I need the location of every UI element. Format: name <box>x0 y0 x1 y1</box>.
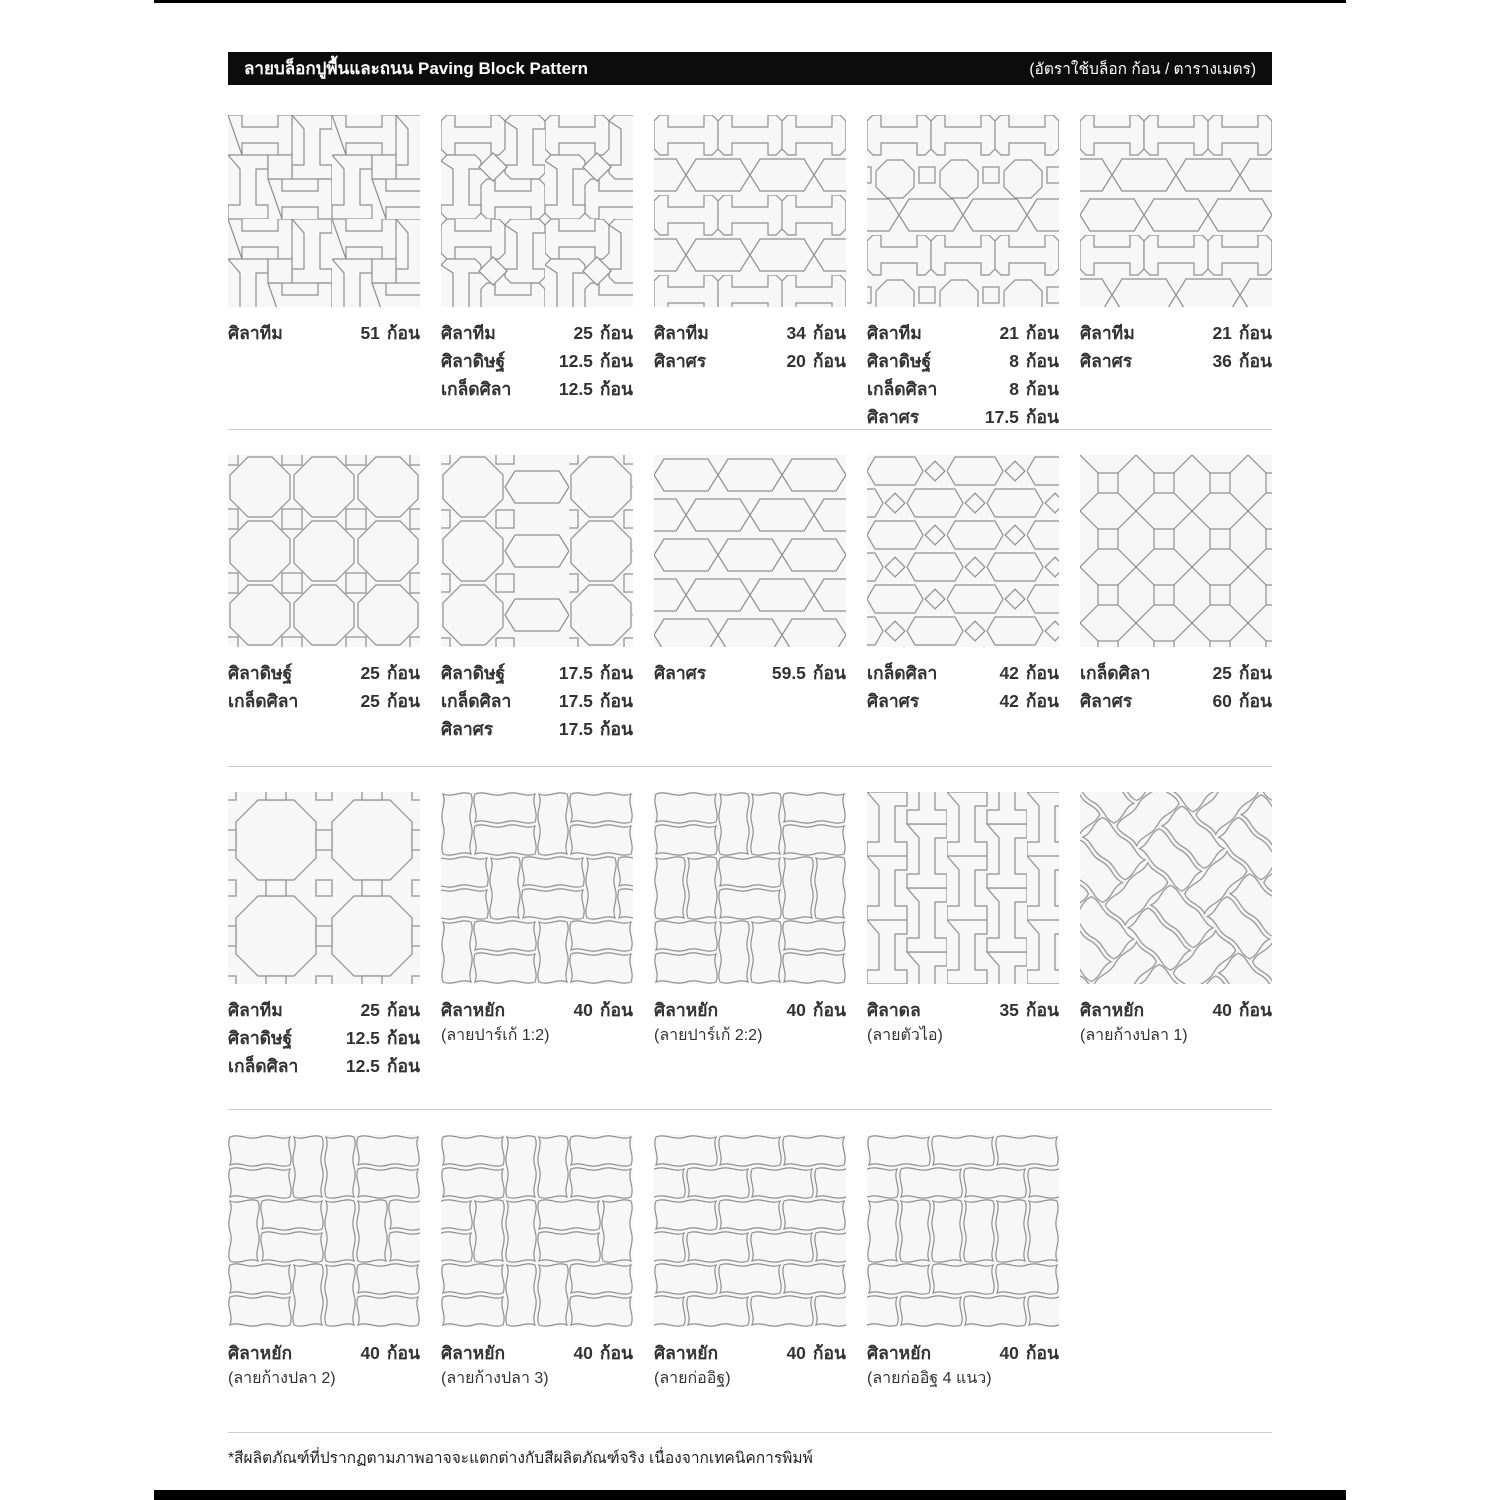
header-bar <box>228 52 1272 85</box>
pattern-card <box>654 1135 846 1391</box>
block-usage-line <box>867 659 1059 687</box>
pattern-fill <box>441 1135 633 1327</box>
block-name: ศิลาทีม <box>654 323 709 343</box>
block-name: เกล็ดศิลา <box>1080 663 1151 683</box>
block-name: ศิลาทีม <box>228 1000 283 1020</box>
qty-unit: ก้อน <box>1025 407 1059 427</box>
pattern-card <box>228 792 420 1080</box>
pattern-variant-label: (ลายก้างปลา 2) <box>228 1370 336 1387</box>
block-qty <box>559 687 633 715</box>
pattern-labels <box>228 1339 420 1391</box>
block-name: เกล็ดศิลา <box>441 691 512 711</box>
qty-unit: ก้อน <box>1238 663 1272 683</box>
qty-unit: ก้อน <box>1238 691 1272 711</box>
qty-number: 17.5 <box>558 663 593 683</box>
qty-unit: ก้อน <box>386 663 420 683</box>
qty-number: 21 <box>1212 323 1232 343</box>
pattern-fill <box>441 792 633 984</box>
block-usage-line <box>1080 996 1272 1024</box>
block-name: ศิลาหยัก <box>228 1343 293 1363</box>
paving-pattern-swatch <box>654 115 846 307</box>
block-name: ศิลาทีม <box>228 323 283 343</box>
top-border-rule <box>154 0 1346 3</box>
pattern-fill <box>867 1135 1059 1327</box>
block-qty <box>360 659 420 687</box>
block-name: ศิลาดิษฐ์ <box>228 663 293 683</box>
block-qty <box>360 1339 420 1367</box>
block-qty <box>346 1024 420 1052</box>
pattern-fill <box>654 1135 846 1327</box>
block-usage-line <box>867 319 1059 347</box>
paving-pattern-swatch <box>867 115 1059 307</box>
block-qty <box>1212 687 1272 715</box>
block-usage-line <box>441 687 633 715</box>
block-usage-line <box>441 996 633 1024</box>
pattern-card <box>867 792 1059 1080</box>
block-qty <box>573 1339 633 1367</box>
pattern-card <box>1080 792 1272 1080</box>
qty-number: 25 <box>360 1000 380 1020</box>
block-qty <box>1212 319 1272 347</box>
qty-unit: ก้อน <box>1238 1000 1272 1020</box>
block-name: ศิลาศร <box>867 407 920 427</box>
block-qty <box>360 996 420 1024</box>
block-qty <box>786 319 846 347</box>
qty-number: 17.5 <box>558 691 593 711</box>
qty-number: 60 <box>1212 691 1232 711</box>
usage-rate-note: (อัตราใช้บล็อก ก้อน / ตารางเมตร) <box>1029 61 1256 78</box>
block-qty <box>360 319 420 347</box>
block-name: ศิลาดิษฐ์ <box>441 351 506 371</box>
pattern-card <box>654 455 846 743</box>
block-usage-line <box>228 659 420 687</box>
qty-unit: ก้อน <box>1025 663 1059 683</box>
qty-number: 42 <box>999 691 1019 711</box>
pattern-card <box>228 115 420 431</box>
block-usage-line <box>867 687 1059 715</box>
pattern-fill <box>441 115 633 307</box>
paving-pattern-swatch <box>228 115 420 307</box>
qty-number: 12.5 <box>558 379 593 399</box>
pattern-labels <box>1080 996 1272 1048</box>
bottom-border-rule <box>154 1490 1346 1500</box>
block-qty <box>999 319 1059 347</box>
qty-unit: ก้อน <box>812 663 846 683</box>
block-qty <box>573 319 633 347</box>
qty-unit: ก้อน <box>599 719 633 739</box>
pattern-labels <box>867 996 1059 1048</box>
pattern-card <box>441 455 633 743</box>
qty-unit: ก้อน <box>386 1000 420 1020</box>
block-qty <box>360 687 420 715</box>
paving-pattern-swatch <box>441 1135 633 1327</box>
paving-pattern-swatch <box>867 1135 1059 1327</box>
qty-number: 12.5 <box>558 351 593 371</box>
pattern-card <box>1080 115 1272 431</box>
qty-number: 25 <box>573 323 593 343</box>
qty-unit: ก้อน <box>1025 691 1059 711</box>
row-separator <box>228 766 1272 767</box>
block-qty <box>573 996 633 1024</box>
pattern-variant-label: (ลายก่ออิฐ) <box>654 1370 731 1387</box>
qty-unit: ก้อน <box>386 1028 420 1048</box>
paving-pattern-swatch <box>441 792 633 984</box>
pattern-fill <box>228 1135 420 1327</box>
paving-pattern-swatch <box>1080 792 1272 984</box>
pattern-variant-label: (ลายปาร์เก้ 2:2) <box>654 1027 763 1044</box>
pattern-card <box>654 115 846 431</box>
pattern-card <box>441 792 633 1080</box>
pattern-labels <box>1080 659 1272 715</box>
qty-unit: ก้อน <box>599 1343 633 1363</box>
block-qty <box>1212 996 1272 1024</box>
pattern-card <box>228 1135 420 1391</box>
qty-unit: ก้อน <box>812 323 846 343</box>
pattern-labels <box>654 659 846 687</box>
block-name: เกล็ดศิลา <box>228 1056 299 1076</box>
qty-unit: ก้อน <box>1238 351 1272 371</box>
pattern-fill <box>654 455 846 647</box>
qty-unit: ก้อน <box>1025 1000 1059 1020</box>
block-name: ศิลาทีม <box>441 323 496 343</box>
block-name: เกล็ดศิลา <box>867 663 938 683</box>
block-name: ศิลาศร <box>1080 351 1133 371</box>
qty-number: 40 <box>786 1000 806 1020</box>
block-usage-line <box>654 319 846 347</box>
block-qty <box>1009 347 1059 375</box>
qty-number: 36 <box>1212 351 1232 371</box>
paving-pattern-swatch <box>1080 455 1272 647</box>
pattern-fill <box>228 455 420 647</box>
qty-unit: ก้อน <box>386 1343 420 1363</box>
paving-pattern-swatch <box>228 1135 420 1327</box>
paving-pattern-swatch <box>441 455 633 647</box>
block-qty <box>559 375 633 403</box>
paving-pattern-swatch <box>867 455 1059 647</box>
block-usage-line <box>1080 347 1272 375</box>
pattern-variant-label: (ลายก้างปลา 3) <box>441 1370 549 1387</box>
qty-unit: ก้อน <box>1025 1343 1059 1363</box>
paving-pattern-swatch <box>867 792 1059 984</box>
paving-pattern-swatch <box>1080 115 1272 307</box>
block-name: ศิลาดิษฐ์ <box>867 351 932 371</box>
qty-unit: ก้อน <box>599 663 633 683</box>
block-usage-line <box>867 1339 1059 1367</box>
pattern-fill <box>1080 792 1272 984</box>
block-usage-line <box>228 687 420 715</box>
block-qty <box>999 1339 1059 1367</box>
qty-unit: ก้อน <box>1025 323 1059 343</box>
block-usage-line <box>1080 319 1272 347</box>
block-name: ศิลาทีม <box>867 323 922 343</box>
pattern-labels <box>228 319 420 347</box>
block-usage-line <box>654 659 846 687</box>
pattern-labels <box>441 319 633 403</box>
qty-number: 51 <box>360 323 380 343</box>
block-qty <box>1212 659 1272 687</box>
pattern-variant-label: (ลายก้างปลา 1) <box>1080 1027 1188 1044</box>
paving-pattern-swatch <box>228 792 420 984</box>
pattern-labels <box>654 319 846 375</box>
pattern-labels <box>441 659 633 743</box>
qty-unit: ก้อน <box>1025 379 1059 399</box>
qty-number: 40 <box>1212 1000 1232 1020</box>
paving-pattern-swatch <box>441 115 633 307</box>
pattern-card <box>441 115 633 431</box>
block-qty <box>559 715 633 743</box>
block-name: ศิลาหยัก <box>654 1343 719 1363</box>
qty-unit: ก้อน <box>812 1343 846 1363</box>
pattern-labels <box>1080 319 1272 375</box>
block-usage-line <box>228 1339 420 1367</box>
block-usage-line <box>867 403 1059 431</box>
qty-number: 40 <box>999 1343 1019 1363</box>
block-usage-line <box>654 347 846 375</box>
pattern-labels <box>228 659 420 715</box>
qty-unit: ก้อน <box>599 1000 633 1020</box>
block-name: เกล็ดศิลา <box>867 379 938 399</box>
qty-number: 8 <box>1009 379 1019 399</box>
block-name: ศิลาศร <box>654 351 707 371</box>
pattern-card <box>441 1135 633 1391</box>
qty-number: 35 <box>999 1000 1019 1020</box>
block-name: ศิลาหยัก <box>1080 1000 1145 1020</box>
pattern-card <box>1080 455 1272 743</box>
pattern-row-4 <box>228 1135 1272 1391</box>
pattern-fill <box>867 455 1059 647</box>
block-name: ศิลาหยัก <box>441 1000 506 1020</box>
qty-unit: ก้อน <box>1238 323 1272 343</box>
pattern-fill <box>867 115 1059 307</box>
row-separator <box>228 1109 1272 1110</box>
pattern-labels <box>441 996 633 1048</box>
block-usage-line <box>867 347 1059 375</box>
pattern-card <box>867 455 1059 743</box>
block-name: ศิลาหยัก <box>867 1343 932 1363</box>
block-qty <box>999 659 1059 687</box>
pattern-labels <box>441 1339 633 1391</box>
qty-unit: ก้อน <box>386 691 420 711</box>
pattern-labels <box>867 319 1059 431</box>
pattern-fill <box>1080 455 1272 647</box>
block-qty <box>786 996 846 1024</box>
paving-pattern-swatch <box>654 792 846 984</box>
block-qty <box>772 659 846 687</box>
block-qty <box>559 347 633 375</box>
block-usage-line <box>228 996 420 1024</box>
block-name: ศิลาดิษฐ์ <box>441 663 506 683</box>
block-qty <box>346 1052 420 1080</box>
block-usage-line <box>441 715 633 743</box>
block-name: ศิลาดิษฐ์ <box>228 1028 293 1048</box>
block-qty <box>1212 347 1272 375</box>
pattern-labels <box>867 659 1059 715</box>
block-qty <box>999 687 1059 715</box>
qty-number: 12.5 <box>345 1028 380 1048</box>
block-usage-line <box>228 1052 420 1080</box>
pattern-row-1 <box>228 115 1272 431</box>
block-usage-line <box>1080 659 1272 687</box>
block-usage-line <box>1080 687 1272 715</box>
block-usage-line <box>441 347 633 375</box>
pattern-card <box>867 1135 1059 1391</box>
qty-unit: ก้อน <box>599 323 633 343</box>
qty-number: 25 <box>360 691 380 711</box>
qty-number: 59.5 <box>771 663 806 683</box>
block-usage-line <box>867 996 1059 1024</box>
page-title: ลายบล็อกปูพื้นและถนน Paving Block Pattern <box>244 59 589 78</box>
qty-number: 25 <box>1212 663 1232 683</box>
block-usage-line <box>441 375 633 403</box>
qty-number: 40 <box>786 1343 806 1363</box>
row-separator <box>228 429 1272 430</box>
qty-unit: ก้อน <box>599 691 633 711</box>
pattern-card <box>867 115 1059 431</box>
block-qty <box>786 347 846 375</box>
block-name: ศิลาดล <box>867 1000 921 1020</box>
block-qty <box>985 403 1059 431</box>
block-name: ศิลาศร <box>1080 691 1133 711</box>
block-qty <box>559 659 633 687</box>
qty-number: 40 <box>573 1343 593 1363</box>
block-qty <box>1009 375 1059 403</box>
pattern-labels <box>654 1339 846 1391</box>
pattern-fill <box>441 455 633 647</box>
pattern-variant-label: (ลายตัวไอ) <box>867 1027 943 1044</box>
qty-number: 40 <box>573 1000 593 1020</box>
pattern-fill <box>867 792 1059 984</box>
block-name: เกล็ดศิลา <box>228 691 299 711</box>
qty-number: 17.5 <box>984 407 1019 427</box>
block-usage-line <box>441 319 633 347</box>
block-name: ศิลาหยัก <box>654 1000 719 1020</box>
pattern-card <box>228 455 420 743</box>
paving-pattern-swatch <box>228 455 420 647</box>
block-name: ศิลาศร <box>441 719 494 739</box>
qty-unit: ก้อน <box>599 379 633 399</box>
pattern-variant-label: (ลายก่ออิฐ 4 แนว) <box>867 1370 992 1387</box>
paving-pattern-swatch <box>654 1135 846 1327</box>
pattern-fill <box>1080 115 1272 307</box>
pattern-row-3 <box>228 792 1272 1080</box>
block-usage-line <box>441 659 633 687</box>
block-name: ศิลาทีม <box>1080 323 1135 343</box>
block-usage-line <box>228 1024 420 1052</box>
pattern-fill <box>654 792 846 984</box>
qty-number: 25 <box>360 663 380 683</box>
qty-number: 20 <box>786 351 806 371</box>
block-usage-line <box>441 1339 633 1367</box>
paving-pattern-swatch <box>654 455 846 647</box>
pattern-card <box>654 792 846 1080</box>
color-disclaimer-note: *สีผลิตภัณฑ์ที่ปรากฏตามภาพอาจจะแตกต่างกับสีผลิตภัณฑ์จริง เนื่องจากเทคนิคการพิมพ์ <box>228 1450 813 1467</box>
pattern-fill <box>654 115 846 307</box>
block-usage-line <box>228 319 420 347</box>
pattern-fill <box>228 792 420 984</box>
row-separator <box>228 1432 1272 1433</box>
qty-unit: ก้อน <box>386 1056 420 1076</box>
qty-number: 12.5 <box>345 1056 380 1076</box>
block-usage-line <box>654 1339 846 1367</box>
pattern-variant-label: (ลายปาร์เก้ 1:2) <box>441 1027 550 1044</box>
qty-unit: ก้อน <box>1025 351 1059 371</box>
block-usage-line <box>867 375 1059 403</box>
pattern-labels <box>867 1339 1059 1391</box>
qty-unit: ก้อน <box>812 1000 846 1020</box>
block-qty <box>786 1339 846 1367</box>
qty-unit: ก้อน <box>812 351 846 371</box>
block-name: ศิลาศร <box>654 663 707 683</box>
qty-number: 21 <box>999 323 1019 343</box>
block-name: ศิลาหยัก <box>441 1343 506 1363</box>
qty-number: 42 <box>999 663 1019 683</box>
qty-number: 34 <box>786 323 806 343</box>
pattern-row-2 <box>228 455 1272 743</box>
block-usage-line <box>654 996 846 1024</box>
qty-number: 17.5 <box>558 719 593 739</box>
block-qty <box>999 996 1059 1024</box>
pattern-labels <box>228 996 420 1080</box>
block-name: เกล็ดศิลา <box>441 379 512 399</box>
block-name: ศิลาศร <box>867 691 920 711</box>
qty-number: 40 <box>360 1343 380 1363</box>
qty-number: 8 <box>1009 351 1019 371</box>
pattern-fill <box>228 115 420 307</box>
pattern-labels <box>654 996 846 1048</box>
qty-unit: ก้อน <box>599 351 633 371</box>
qty-unit: ก้อน <box>386 323 420 343</box>
